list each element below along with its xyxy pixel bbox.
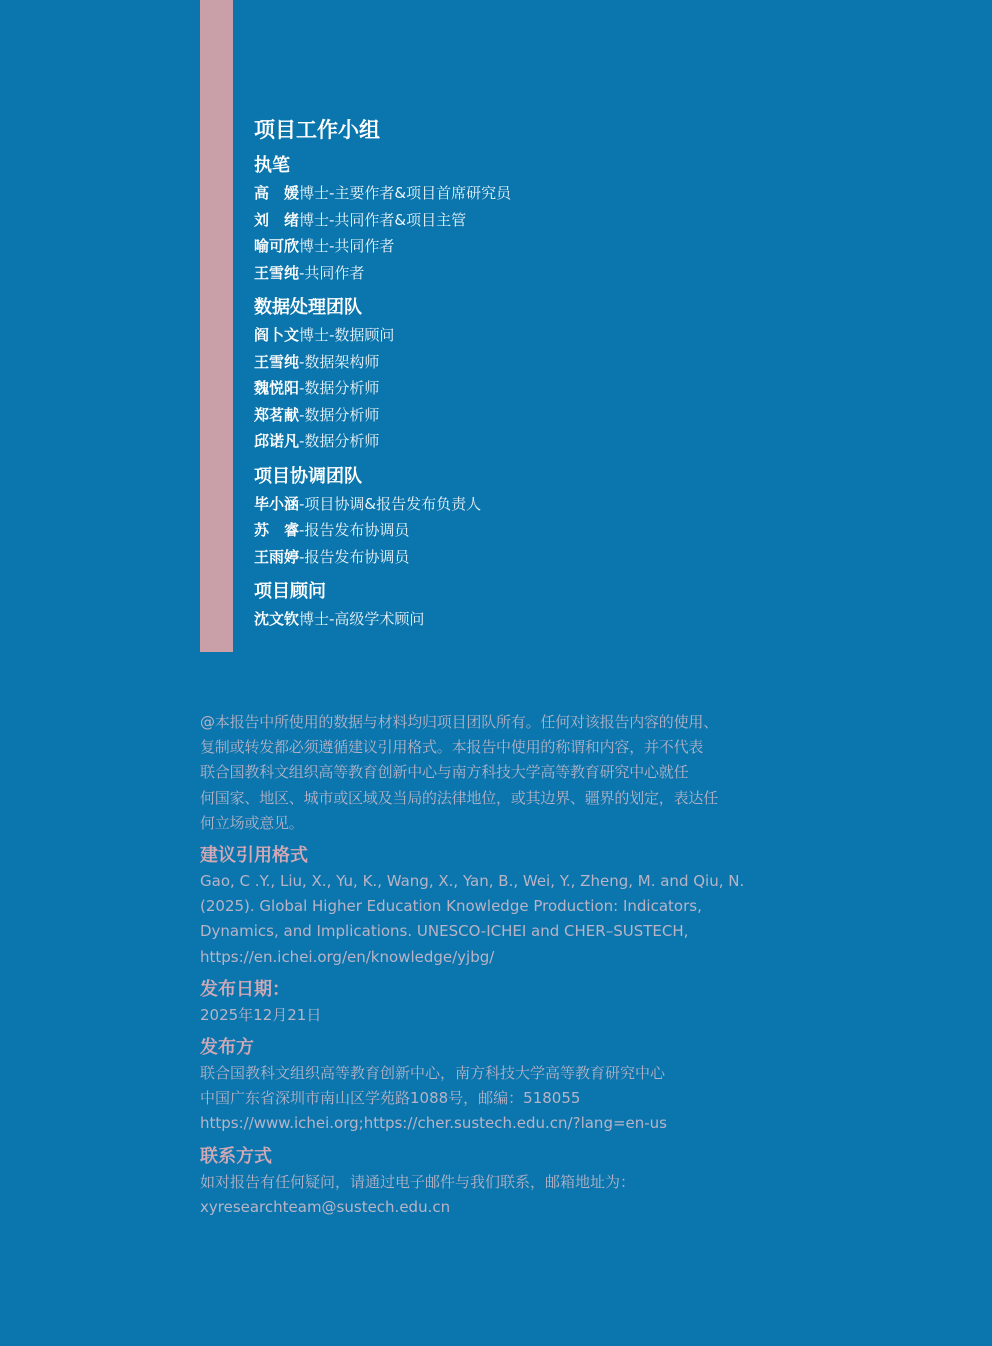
contact-text: 如对报告有任何疑问，请通过电子邮件与我们联系，邮箱地址为： xyxy=(200,1172,636,1191)
member-role: -数据分析师 xyxy=(299,432,380,450)
copyright-line: @本报告中所使用的数据与材料均归项目团队所有。任何对该报告内容的使用、 xyxy=(200,713,719,731)
member-name: 高 媛 xyxy=(254,184,300,202)
copyright-notice xyxy=(200,710,770,836)
member-name: 刘 绪 xyxy=(254,210,300,229)
member-role: 博士-数据顾问 xyxy=(299,326,395,344)
member-name: 邱诺凡 xyxy=(254,432,300,450)
member-name: 王雪纯 xyxy=(254,263,300,282)
group-coordination-team xyxy=(254,465,774,571)
group-heading: 数据处理团队 xyxy=(254,297,362,318)
member-row xyxy=(254,322,774,349)
member-role: -报告发布协调员 xyxy=(299,521,410,539)
citation-line: Dynamics, and Implications. UNESCO-ICHEI and CHER–SUSTECH, xyxy=(200,922,689,941)
member-role: -数据分析师 xyxy=(299,405,380,424)
member-name: 沈文钦 xyxy=(254,610,300,628)
member-row xyxy=(254,544,774,571)
member-role: 博士-共同作者&项目主管 xyxy=(299,210,467,229)
member-row xyxy=(254,491,774,518)
citation-line: Gao, C .Y., Liu, X., Yu, K., Wang, X., Yan, B., Wei, Y., Zheng, M. and Qiu, N. xyxy=(200,872,745,891)
release-date: 2025年12月21日 xyxy=(200,1005,322,1024)
member-name: 郑茗献 xyxy=(254,405,300,424)
member-row xyxy=(254,402,774,429)
copyright-line: 复制或转发都必须遵循建议引用格式。本报告中使用的称谓和内容，并不代表 xyxy=(200,738,704,757)
group-heading: 项目协调团队 xyxy=(254,465,362,487)
member-role: -共同作者 xyxy=(299,263,365,282)
group-heading: 执笔 xyxy=(254,155,290,176)
member-row xyxy=(254,606,774,633)
citation-link[interactable]: https://en.ichei.org/en/knowledge/yjbg/ xyxy=(200,947,495,966)
citation-heading: 建议引用格式 xyxy=(200,845,308,867)
team-title: 项目工作小组 xyxy=(254,118,380,142)
copyright-line: 何国家、地区、城市或区域及当局的法律地位，或其边界、疆界的划定，表达任 xyxy=(200,788,719,807)
member-name: 苏 睿 xyxy=(254,521,300,539)
member-row xyxy=(254,375,774,402)
member-role: 博士-高级学术顾问 xyxy=(299,610,425,628)
project-team-section xyxy=(254,112,774,643)
member-role: -数据架构师 xyxy=(299,352,380,371)
member-role: -报告发布协调员 xyxy=(299,547,410,566)
contact-heading: 联系方式 xyxy=(200,1145,272,1167)
member-row xyxy=(254,349,774,376)
member-row xyxy=(254,428,774,455)
copyright-line: 联合国教科文组织高等教育创新中心与南方科技大学高等教育研究中心就任 xyxy=(200,763,689,782)
member-name: 阎卜文 xyxy=(254,326,300,344)
member-name: 王雪纯 xyxy=(254,352,300,371)
member-role: 博士-共同作者 xyxy=(299,237,395,255)
member-role: 博士-主要作者&项目首席研究员 xyxy=(299,184,512,202)
member-row xyxy=(254,233,774,260)
date-heading: 发布日期： xyxy=(200,978,290,1000)
publisher-links[interactable]: https://www.ichei.org;https://cher.sustech.edu.cn/?lang=en-us xyxy=(200,1114,667,1133)
member-name: 魏悦阳 xyxy=(254,379,300,397)
decorative-side-bar xyxy=(200,0,233,652)
member-row xyxy=(254,517,774,544)
member-name: 王雨婷 xyxy=(254,547,300,566)
publisher-address: 中国广东省深圳市南山区学苑路1088号，邮编：518055 xyxy=(200,1089,581,1108)
member-name: 喻可欣 xyxy=(254,237,300,255)
citation-line: (2025). Global Higher Education Knowledge Production: Indicators, xyxy=(200,897,702,916)
publication-info-section xyxy=(200,710,770,1220)
copyright-line: 何立场或意见。 xyxy=(200,813,304,832)
contact-email[interactable]: xyresearchteam@sustech.edu.cn xyxy=(200,1197,451,1216)
member-row xyxy=(254,207,774,234)
member-role: -数据分析师 xyxy=(299,379,380,397)
publisher-name: 联合国教科文组织高等教育创新中心，南方科技大学高等教育研究中心 xyxy=(200,1064,666,1083)
member-row xyxy=(254,260,774,287)
member-role: -项目协调&报告发布负责人 xyxy=(299,494,482,513)
group-advisor xyxy=(254,580,774,633)
member-row xyxy=(254,180,774,207)
publisher-heading: 发布方 xyxy=(200,1037,254,1059)
group-heading: 项目顾问 xyxy=(254,581,326,602)
group-data-team xyxy=(254,296,774,455)
group-authors xyxy=(254,154,774,286)
member-name: 毕小涵 xyxy=(254,494,300,513)
